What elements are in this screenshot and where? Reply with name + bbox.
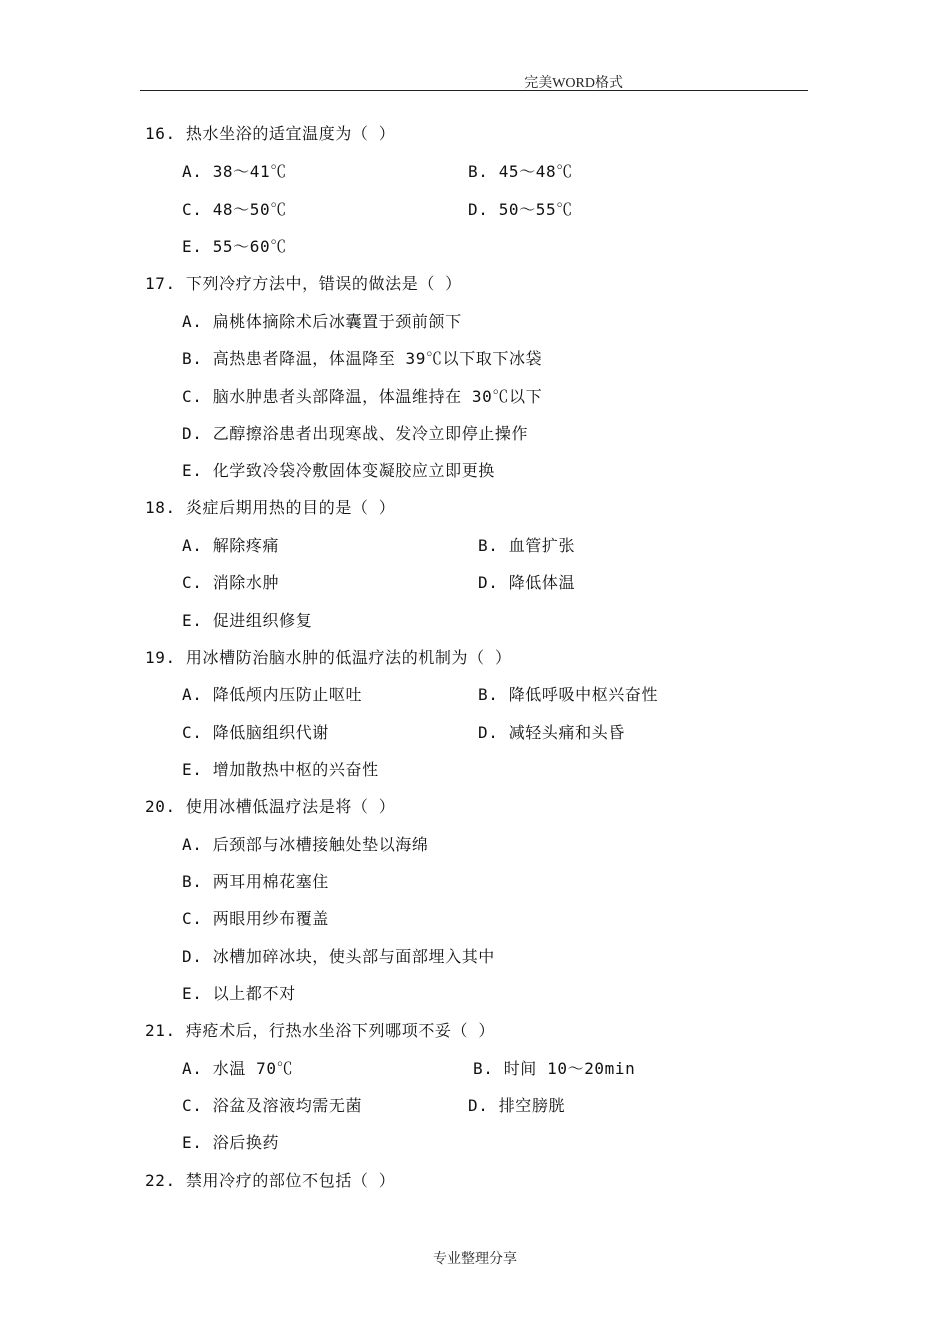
question-16-option-d: D. 50～55℃ (468, 200, 573, 219)
question-17-option-b: B. 高热患者降温，体温降至 39℃以下取下冰袋 (182, 349, 543, 368)
question-17-option-e: E. 化学致冷袋冷敷固体变凝胶应立即更换 (182, 461, 495, 480)
question-19-option-b: B. 降低呼吸中枢兴奋性 (478, 685, 659, 704)
question-19-option-a: A. 降低颅内压防止呕吐 (182, 685, 363, 704)
question-21-option-e: E. 浴后换药 (182, 1133, 280, 1152)
question-16-stem: 16. 热水坐浴的适宜温度为（ ） (145, 124, 396, 143)
question-20-option-e: E. 以上都不对 (182, 984, 296, 1003)
question-17-option-d: D. 乙醇擦浴患者出现寒战、发冷立即停止操作 (182, 424, 529, 443)
question-17-option-c: C. 脑水肿患者头部降温，体温维持在 30℃以下 (182, 387, 543, 406)
question-21-option-b: B. 时间 10～20min (473, 1059, 636, 1078)
question-16-option-b: B. 45～48℃ (468, 162, 573, 181)
question-20-option-d: D. 冰槽加碎冰块，使头部与面部埋入其中 (182, 947, 495, 966)
question-18-option-e: E. 促进组织修复 (182, 611, 313, 630)
question-16-option-e: E. 55～60℃ (182, 237, 287, 256)
question-22-stem: 22. 禁用冷疗的部位不包括（ ） (145, 1171, 396, 1190)
question-20-option-a: A. 后颈部与冰槽接触处垫以海绵 (182, 835, 429, 854)
question-20-stem: 20. 使用冰槽低温疗法是将（ ） (145, 797, 396, 816)
question-19-option-e: E. 增加散热中枢的兴奋性 (182, 760, 379, 779)
question-18-option-c: C. 消除水肿 (182, 573, 280, 592)
question-20-option-c: C. 两眼用纱布覆盖 (182, 909, 329, 928)
question-18-stem: 18. 炎症后期用热的目的是（ ） (145, 498, 396, 517)
question-20-option-b: B. 两耳用棉花塞住 (182, 872, 329, 891)
question-18-option-b: B. 血管扩张 (478, 536, 576, 555)
question-17-option-a: A. 扁桃体摘除术后冰囊置于颈前颌下 (182, 312, 462, 331)
page-footer: 专业整理分享 (433, 1252, 517, 1267)
question-16-option-a: A. 38～41℃ (182, 162, 287, 181)
question-21-option-c: C. 浴盆及溶液均需无菌 (182, 1096, 363, 1115)
question-19-option-c: C. 降低脑组织代谢 (182, 723, 329, 742)
header-text: 完美WORD格式 (524, 76, 623, 91)
question-16-option-c: C. 48～50℃ (182, 200, 287, 219)
question-21-option-d: D. 排空膀胱 (468, 1096, 566, 1115)
question-21-option-a: A. 水温 70℃ (182, 1059, 294, 1078)
page-header (140, 70, 808, 91)
question-19-option-d: D. 减轻头痛和头昏 (478, 723, 625, 742)
question-19-stem: 19. 用冰槽防治脑水肿的低温疗法的机制为（ ） (145, 648, 512, 667)
question-17-stem: 17. 下列冷疗方法中，错误的做法是（ ） (145, 274, 462, 293)
question-21-stem: 21. 痔疮术后，行热水坐浴下列哪项不妥（ ） (145, 1021, 495, 1040)
question-18-option-d: D. 降低体温 (478, 573, 576, 592)
question-18-option-a: A. 解除疼痛 (182, 536, 280, 555)
